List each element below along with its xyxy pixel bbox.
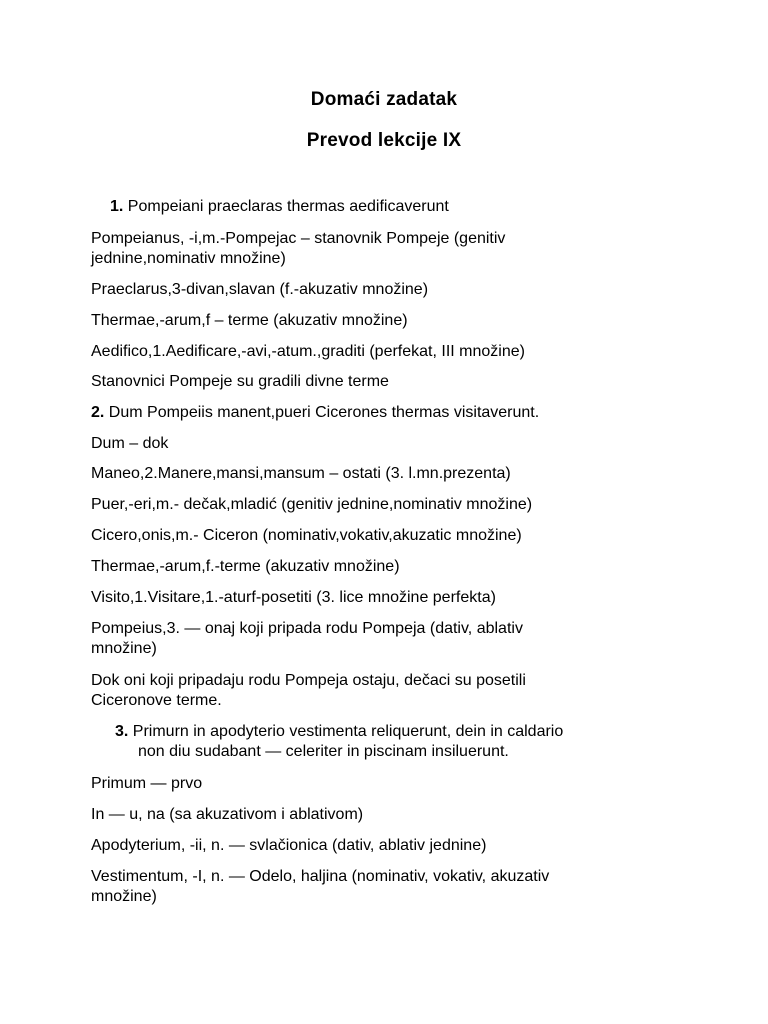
vocab-line: Aedifico,1.Aedificare,-avi,-atum.,graditi (perfekat, III množine) <box>91 343 525 360</box>
section-number: 3. <box>115 723 129 740</box>
vocab-line: Puer,-eri,m.- dečak,mladić (genitiv jednine,nominativ množine) <box>91 496 533 513</box>
vocab-line: Thermae,-arum,f.-terme (akuzativ množine) <box>91 558 400 575</box>
document-subtitle: Prevod lekcije IX <box>306 130 462 151</box>
section-sentence: Dum Pompeiis manent,pueri Cicerones thermas visitaverunt. <box>108 404 540 421</box>
vocab-line: Vestimentum, -I, n. — Odelo, haljina (nominativ, vokativ, akuzativ <box>91 868 550 885</box>
section-sentence: Primurn in apodyterio vestimenta reliquerunt, dein in caldario <box>132 723 564 740</box>
vocab-line: Pompeianus, -i,m.-Pompejac – stanovnik Pompeje (genitiv <box>91 230 506 247</box>
section-1-heading <box>110 196 710 217</box>
vocab-line: Maneo,2.Manere,mansi,mansum – ostati (3. l.mn.prezenta) <box>91 465 511 482</box>
vocab-line: Cicero,onis,m.- Ciceron (nominativ,vokativ,akuzatic množine) <box>91 527 522 544</box>
vocab-line: jednine,nominativ množine) <box>91 250 286 267</box>
translation-line: Stanovnici Pompeje su gradili divne terme <box>91 373 389 390</box>
vocab-line: Apodyterium, -ii, n. — svlačionica (dativ, ablativ jednine) <box>91 837 487 854</box>
vocab-line: množine) <box>91 888 157 905</box>
section-2-heading <box>91 402 691 423</box>
translation-line: Ciceronove terme. <box>91 692 222 709</box>
section-number: 2. <box>91 404 105 421</box>
vocab-line: množine) <box>91 640 157 657</box>
vocab-line: Visito,1.Visitare,1.-aturf-posetiti (3. lice množine perfekta) <box>91 589 496 606</box>
section-sentence-continuation: non diu sudabant — celeriter in piscinam insiluerunt. <box>138 743 509 760</box>
vocab-line: Primum — prvo <box>91 775 203 792</box>
vocab-line: In — u, na (sa akuzativom i ablativom) <box>91 806 364 823</box>
vocab-line: Praeclarus,3-divan,slavan (f.-akuzativ množine) <box>91 281 429 298</box>
vocab-line: Dum – dok <box>91 435 169 452</box>
document-title: Domaći zadatak <box>310 89 458 110</box>
section-3-heading <box>115 721 715 742</box>
section-sentence: Pompeiani praeclaras thermas aedificaverunt <box>127 198 449 215</box>
vocab-line: Pompeius,3. — onaj koji pripada rodu Pompeja (dativ, ablativ <box>91 620 523 637</box>
vocab-line: Thermae,-arum,f – terme (akuzativ množine) <box>91 312 408 329</box>
translation-line: Dok oni koji pripadaju rodu Pompeja ostaju, dečaci su posetili <box>91 672 526 689</box>
section-number: 1. <box>110 198 124 215</box>
